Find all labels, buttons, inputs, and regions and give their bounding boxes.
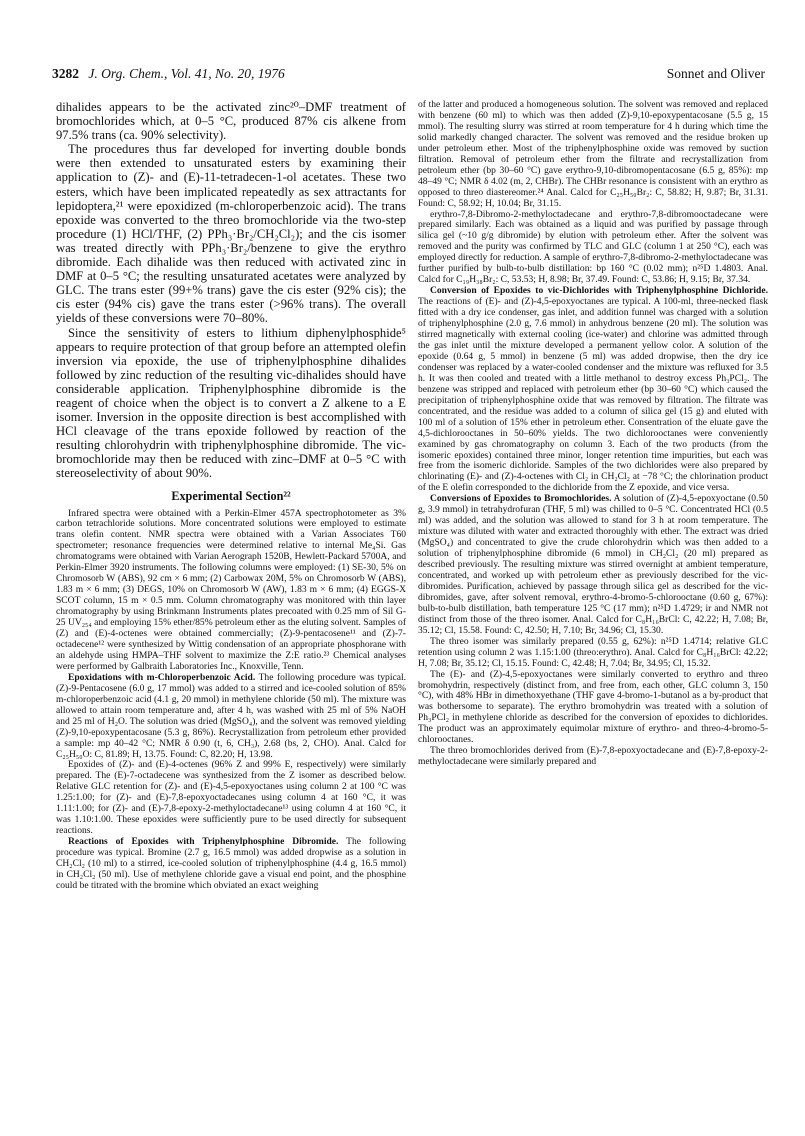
paragraph: The threo bromochlorides derived from (E)-7,8-epoxyoctadecane and (E)-7,8-epoxy-2-methyloctadecane were similarly prepared and bbox=[418, 745, 768, 768]
page-number: 3282 bbox=[52, 66, 79, 81]
paragraph: of the latter and produced a homogeneous solution. The solvent was removed and replaced with benzene (60 ml) to which was then added (Z)-9,10-epoxypentacosane (5.5 g, 15 mmol). The resulting slurry was stirred at room temperature for 4 h during which time the solid markedly changed character. The solvent was removed and the residue broken up under petroleum ether. Most of the triphenylphosphine oxide was removed by suction filtration. Removal of petroleum ether from the filtrate and recrystallization from petroleum ether (bp 30–60 °C) gave erythro-9,10-dibromopentacosane (6.5 g, 85%): mp 48–49 °C; NMR δ 4.02 (m, 2, CHBr). The CHBr resonance is consistent with an erythro as opposed to threo diastereomer.²⁴ Anal. Calcd for C₂₅H₅₀Br₂: C, 58.82; H, 9.87; Br, 31.31. Found: C, 58.92; H, 10.04; Br, 31.15. bbox=[418, 99, 768, 209]
run-in-heading: Epoxidations with m-Chloroperbenzoic Acid. bbox=[68, 671, 256, 683]
left-column bbox=[56, 100, 406, 892]
paragraph bbox=[56, 837, 406, 892]
paragraph: erythro-7,8-Dibromo-2-methyloctadecane and erythro-7,8-dibromooctadecane were prepared similarly. Each was obtained as a liquid and was purified by passage through silica gel (~10 g/g dibromide) by elution with petroleum ether. After the solvent was removed and the purity was confirmed by TLC and GLC (column 1 at 250 °C), each was employed directly for reduction. A sample of erythro-7,8-dibromo-2-methyloctadecane was further purified by bulb-to-bulb distillation: bp 160 °C (0.02 mm); n²⁵D 1.4803. Anal. Calcd for C₁₉H₃₈Br₂: C, 53.53; H, 8.98; Br, 37.49. Found: C, 53.86; H, 9.15; Br, 37.34. bbox=[418, 208, 768, 286]
paragraph-text: The following procedure was typical. Bromine (2.7 g, 16.5 mmol) was added dropwise as a solution in CH₂Cl₂ (10 ml) to a stirred, ice-cooled solution of triphenylphosphine (4.4 g, 16.5 mmol) in CH₂Cl₂ (50 ml). Use of methylene chloride gave a visual end point, and the phosphine could be titrated with the bromine which obviated an exact weighing bbox=[56, 836, 406, 891]
paragraph: Since the sensitivity of esters to lithium diphenylphosphide⁵ appears to require protection of that group before an attempted olefin inversion via epoxide, the use of triphenylphosphine dihalides followed by zinc reduction of the resulting vic-dihalides should have considerable application. Triphenylphosphine dibromide is the reagent of choice when the object is to convert a Z alkene to a E isomer. Inversion in the opposite direction is best accomplished with HCl cleavage of the trans epoxide followed by reaction of the resulting chlorohydrin with triphenylphosphine dibromide. The vic-bromochloride may then be reduced with zinc–DMF at 0–5 °C with stereoselectivity of about 90%. bbox=[56, 325, 406, 481]
header-left bbox=[52, 66, 285, 82]
paragraph-text: The following procedure was typical. (Z)-9-Pentacosene (6.0 g, 17 mmol) was added to a stirred and ice-cooled solution of 85% m-chloroperbenzoic acid (4.1 g, 20 mmol) in methylene chloride (50 ml). The mixture was allowed to attain room temperature and, after 4 h, was washed with 25 ml of 5% NaOH and 25 ml of H₂O. The solution was dried (MgSO₄), and the solvent was removed yielding (Z)-9,10-epoxypentacosane (5.3 g, 86%). Recrystallization from petroleum ether provided a sample: mp 40–42 °C; NMR δ 0.90 (t, 6, CH₃), 2.68 (bs, 2, CHO). Anal. Calcd for C₂₅H₅₀O: C, 81.89; H, 13.75. Found: C, 82.20; H, 13.98. bbox=[56, 671, 406, 760]
right-column bbox=[418, 100, 768, 768]
paragraph: dihalides appears to be the activated zinc²⁰–DMF treatment of bromochlorides which, at 0–5 °C, produced 87% cis alkene from 97.5% trans (ca. 90% selectivity). bbox=[56, 100, 406, 143]
journal-citation: J. Org. Chem., Vol. 41, No. 20, 1976 bbox=[88, 66, 285, 81]
author-running-head: Sonnet and Oliver bbox=[666, 66, 765, 81]
run-in-heading: Reactions of Epoxides with Triphenylphosphine Dibromide. bbox=[68, 836, 339, 848]
paragraph: The (E)- and (Z)-4,5-epoxyoctanes were similarly converted to erythro and threo bromohydrin, respectively (distinct from, and free from, each other, GLC column 3, 150 °C), with 48% HBr in dimethoxyethane (THF gave 4-bromo-1-butanol as a by-product that was bothersome to separate). The erythro bromohydrin was treated with a solution of Ph₃PCl₂ in methylene chloride as described for the conversion of epoxides to dichlorides. The product was an approximately equimolar mixture of erythro- and threo-4-bromo-5-chlorooctanes. bbox=[418, 668, 768, 746]
paragraph: The threo isomer was similarly prepared (0.55 g, 62%): n²⁵D 1.4714; relative GLC retention using column 2 was 1.15:1.00 (threo:erythro). Anal. Calcd for C₈H₁₆BrCl: 42.22; H, 7.08; Br, 35.12; Cl, 15.15. Found: C, 42.48; H, 7.04; Br, 34.95; Cl, 15.32. bbox=[418, 635, 768, 669]
paragraph: Epoxides of (Z)- and (E)-4-octenes (96% Z and 99% E, respectively) were similarly prepared. The (E)-7-octadecene was synthesized from the Z isomer as described below. Relative GLC retention for (Z)- and (E)-4,5-epoxyoctanes using column 2 at 100 °C was 1.25:1.00; for (Z)- and (E)-7,8-epoxyoctadecanes using column 4 at 160 °C, it was 1.11:1.00; for (Z)- and (E)-7,8-epoxy-2-methyloctadecane¹³ using column 4 at 160 °C, it was 1.10:1.00. These epoxides were sufficiently pure to be used directly for subsequent reactions. bbox=[56, 759, 406, 837]
paragraph bbox=[418, 494, 768, 636]
paragraph: Infrared spectra were obtained with a Perkin-Elmer 457A spectrophotometer as 3% carbon tetrachloride solutions. More concentrated solutions were employed to estimate trans olefin content. NMR spectra were obtained with a Varian Associates T60 spectrometer; resonance frequencies were determined relative to internal Me₄Si. Gas chromatograms were obtained with Varian Aerograph 1520B, Hewlett-Packard 5700A, and Perkin-Elmer 3920 instruments. The following columns were employed: (1) SE-30, 5% on Chromosorb W (ABS), 92 cm × 6 mm; (2) Carbowax 20M, 5% on Chromosorb W (ABS), 1.83 m × 6 mm; (3) DEGS, 10% on Chromosorb W (AW), 1.83 m × 6 mm; (4) EGGS-X SCOT column, 15 m × 0.5 mm. Column chromatography was monitored with thin layer chromatography by using Brinkmann Instruments plates precoated with 0.25 mm of Sil G-25 UV₂₅₄ and employing 15% ether/85% petroleum ether as the eluting solvent. Samples of (Z) and (E)-4-octenes were obtained commercially; (Z)-9-pentacosene¹¹ and (Z)-7-octadecene¹² were synthesized by Wittig condensation of an appropriate phosphorane with an aldehyde using HMPA–THF solvent to maximize the Z:E ratio.²³ Chemical analyses were performed by Galbraith Laboratories Inc., Knoxville, Tenn. bbox=[56, 507, 406, 672]
paragraph bbox=[56, 673, 406, 761]
page-header bbox=[52, 66, 765, 86]
paragraph: The procedures thus far developed for inverting double bonds were then extended to unsaturated esters by examining their application to (Z)- and (E)-11-tetradecen-1-ol acetates. These two esters, which have been implicated repeatedly as sex attractants for lepidoptera,²¹ were epoxidized (m-chloroperbenzoic acid). The trans epoxide was converted to the threo bromochloride via the two-step procedure (1) HCl/THF, (2) PPh₃·Br₂/CH₂Cl₂); and the cis isomer was treated directly with PPh₃·Br₂/benzene to give the erythro dibromide. Each dihalide was then reduced with activated zinc in DMF at 0–5 °C; the resulting unsaturated acetates were analyzed by GLC. The trans ester (99+% trans) gave the cis ester (92% cis); the cis ester (94% cis) gave the trans ester (>96% trans). The overall yields of these conversions were 70–80%. bbox=[56, 142, 406, 326]
section-heading: Experimental Section²² bbox=[171, 488, 291, 503]
paragraph-text: A solution of (Z)-4,5-epoxyoctane (0.50 g, 3.9 mmol) in tetrahydrofuran (THF, 5 ml) was chilled to 0–5 °C. Concentrated HCl (0.5 ml) was added, and the solution was allowed to stand for 3 h at room temperature. The mixture was diluted with water and extracted thoroughly with ether. The extract was dried (MgSO₄) and concentrated to give the crude chlorohydrin which was then added to a solution of triphenylphosphine dibromide (6 mmol) in CH₂Cl₂ (20 ml) prepared as described previously. The resulting mixture was stirred overnight at ambient temperature, concentrated, and worked up with petroleum ether as previously described for the vic-dibromides. Purification, achieved by passage through silica gel as described for the vic-dibromides, gave, after solvent removal, erythro-4-bromo-5-chlorooctane (0.60 g, 67%): bulb-to-bulb distillation, bath temperature 125 °C (17 mm); n²⁵D 1.4729; ir and NMR not distinct from those of the threo isomer. Anal. Calcd for C₈H₁₆BrCl: C, 42.22; H, 7.08; Br, 35.12; Cl, 15.58. Found: C, 42.50; H, 7.10; Br, 34.96; Cl, 15.30. bbox=[418, 493, 768, 636]
run-in-heading: Conversion of Epoxides to vic-Dichlorides with Triphenylphosphine Dichloride. bbox=[430, 285, 768, 297]
paragraph bbox=[418, 286, 768, 494]
run-in-heading: Conversions of Epoxides to Bromochlorides. bbox=[430, 493, 612, 505]
paragraph-text: The reactions of (E)- and (Z)-4,5-epoxyoctanes are typical. A 100-ml, three-necked flask fitted with a dry ice condenser, gas inlet, and addition funnel was charged with a solution of triphenylphosphine (2.0 g, 7.6 mmol) in anhydrous benzene (20 ml). The solution was stirred magnetically with external cooling (ice-water) and chlorine was admitted through the gas inlet until the mixture developed a permanent yellow color. A solution of the epoxide (0.64 g, 5 mmol) in benzene (5 ml) was added dropwise, then the dry ice condenser was replaced by a water-cooled condenser and the mixture was refluxed for 3.5 h. It was then cooled and treated with a little methanol to destroy excess Ph₃PCl₂. The benzene was stripped and replaced with petroleum ether (bp 30–60 °C) which caused the precipitation of triphenylphosphine oxide that was removed by filtration. The filtrate was concentrated, and the residue was added to a column of silica gel (15 g) and eluted with 100 ml of a solution of 15% ether in petroleum ether. Consentration of the eluate gave the 4,5-dichlorooctanes in 50–60% yields. The two dichlorooctanes were conveniently examined by gas chromatography on column 3. Each of the two products (from the isomeric epoxides) contained three minor, longer retention time impurities, but each was free from the isomeric dichloride. Samples of the two dichlorides were also prepared by chlorinating (E)- and (Z)-4-octenes with Cl₂ in CH₂Cl₂ at −78 °C; the chlorination product of the E olefin corresponded to the dichloride from the Z epoxide, and vice versa. bbox=[418, 296, 768, 494]
